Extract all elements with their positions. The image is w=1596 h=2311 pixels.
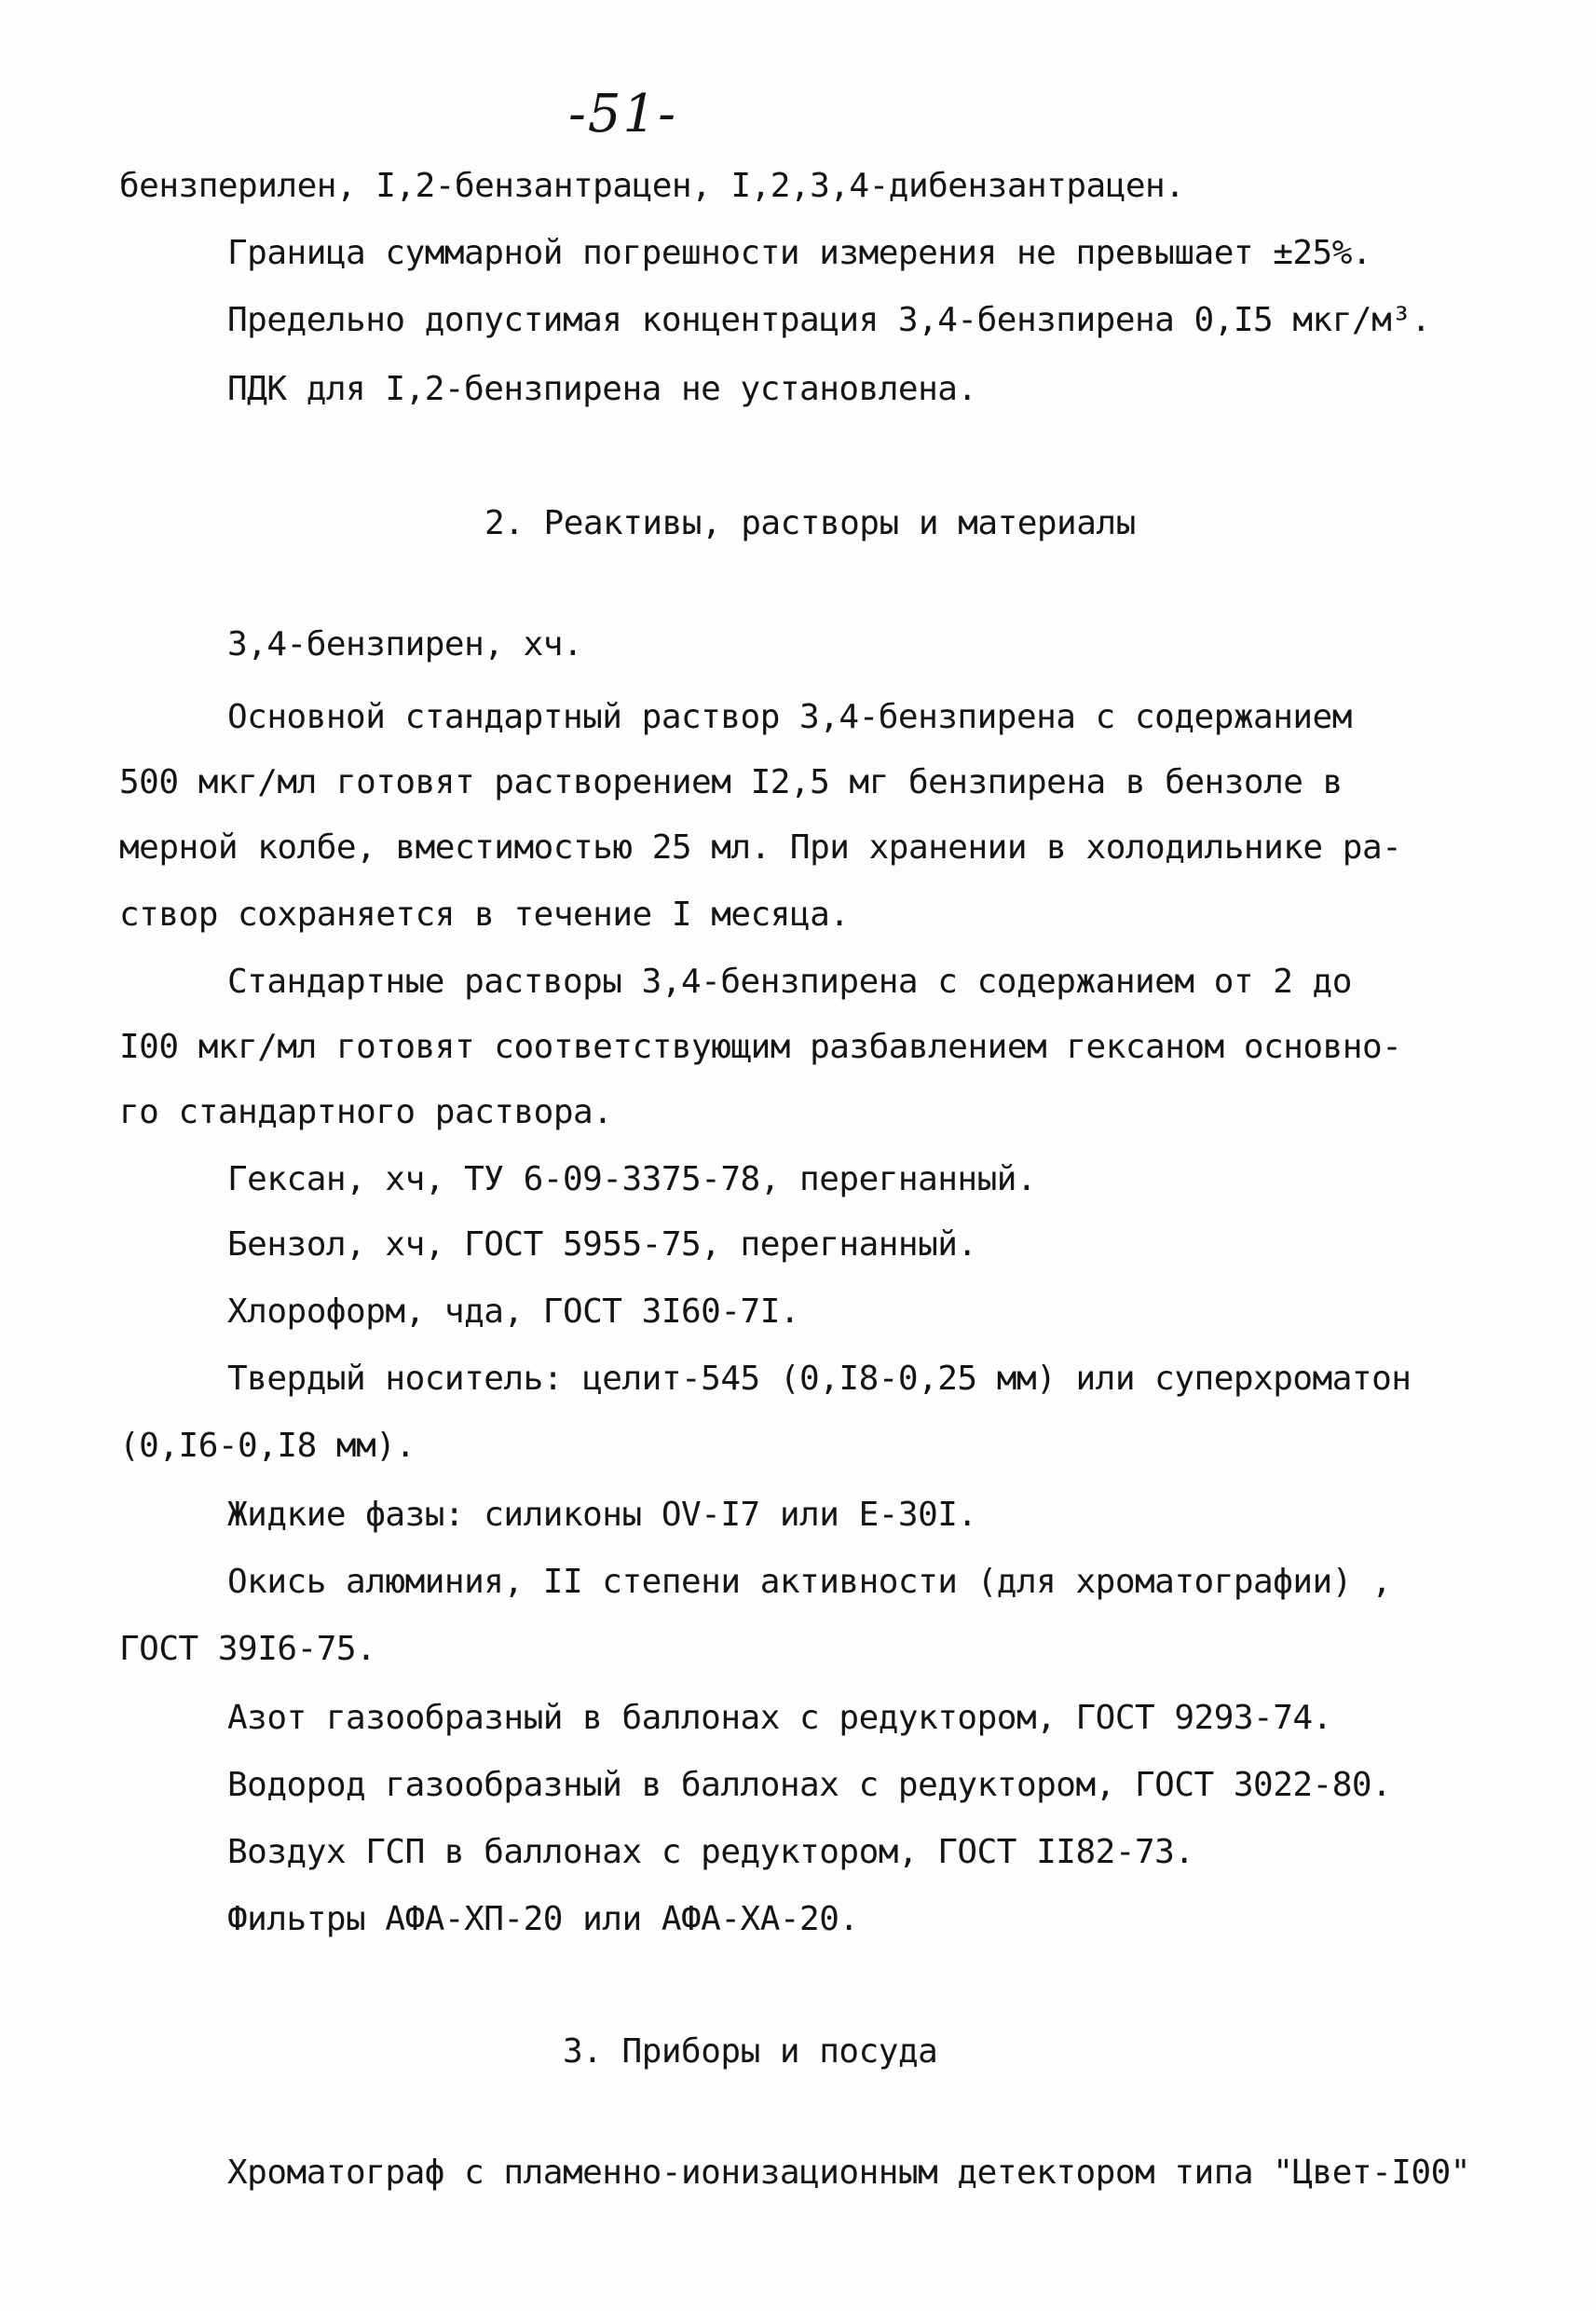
reagent-air: Воздух ГСП в баллонах с редуктором, ГОСТ II82-73. [227, 1833, 1194, 1871]
stock-solution-line-1: Основной стандартный раствор 3,4-бензпирена с содержанием [227, 698, 1352, 736]
reagent-hydrogen: Водород газообразный в баллонах с редуктором, ГОСТ 3022-80. [227, 1766, 1392, 1804]
solid-carrier-line-1: Твердый носитель: целит-545 (0,I8-0,25 мм) или суперхроматон [227, 1360, 1412, 1398]
page-number: -51- [568, 84, 678, 144]
reagent-hexane: Гексан, хч, ТУ 6-09-3375-78, перегнанный. [227, 1160, 1037, 1198]
alumina-line-2: ГОСТ 39I6-75. [119, 1630, 376, 1668]
reagent-chloroform: Хлороформ, чда, ГОСТ 3I60-7I. [227, 1292, 800, 1331]
section-3-heading: 3. Приборы и посуда [563, 2032, 938, 2071]
standard-solutions-line-3: го стандартного раствора. [119, 1093, 613, 1131]
liquid-phases: Жидкие фазы: силиконы ОV-I7 или Е-30I. [227, 1496, 977, 1534]
solid-carrier-line-2: (0,I6-0,I8 мм). [119, 1427, 416, 1465]
intro-line-2: Граница суммарной погрешности измерения не превышает ±25%. [227, 234, 1372, 272]
stock-solution-line-4: створ сохраняется в течение I месяца. [119, 896, 850, 934]
stock-solution-line-3: мерной колбе, вместимостью 25 мл. При хранении в холодильнике ра- [119, 828, 1402, 867]
alumina-line-1: Окись алюминия, II степени активности (для хроматографии) , [227, 1563, 1392, 1601]
chromatograph-line: Хроматограф с пламенно-ионизационным детектором типа "Цвет-I00" [227, 2154, 1470, 2192]
intro-line-1: бензперилен, I,2-бензантрацен, I,2,3,4-дибензантрацен. [119, 167, 1185, 205]
standard-solutions-line-1: Стандартные растворы 3,4-бензпирена с содержанием от 2 до [227, 963, 1352, 1001]
intro-line-4: ПДК для I,2-бензпирена не установлена. [227, 370, 977, 408]
filters: Фильтры АФА-ХП-20 или АФА-ХА-20. [227, 1900, 859, 1938]
standard-solutions-line-2: I00 мкг/мл готовят соответствующим разбавлением гексаном основно- [119, 1028, 1402, 1066]
reagent-nitrogen: Азот газообразный в баллонах с редуктором, ГОСТ 9293-74. [227, 1699, 1332, 1737]
stock-solution-line-2: 500 мкг/мл готовят растворением I2,5 мг бензпирена в бензоле в [119, 763, 1343, 801]
reagent-benzene: Бензол, хч, ГОСТ 5955-75, перегнанный. [227, 1225, 977, 1264]
reagent-benzpyrene: 3,4-бензпирен, хч. [227, 625, 583, 663]
intro-line-3: Предельно допустимая концентрация 3,4-бензпирена 0,I5 мкг/м³. [227, 301, 1431, 339]
section-2-heading: 2. Реактивы, растворы и материалы [484, 504, 1136, 542]
